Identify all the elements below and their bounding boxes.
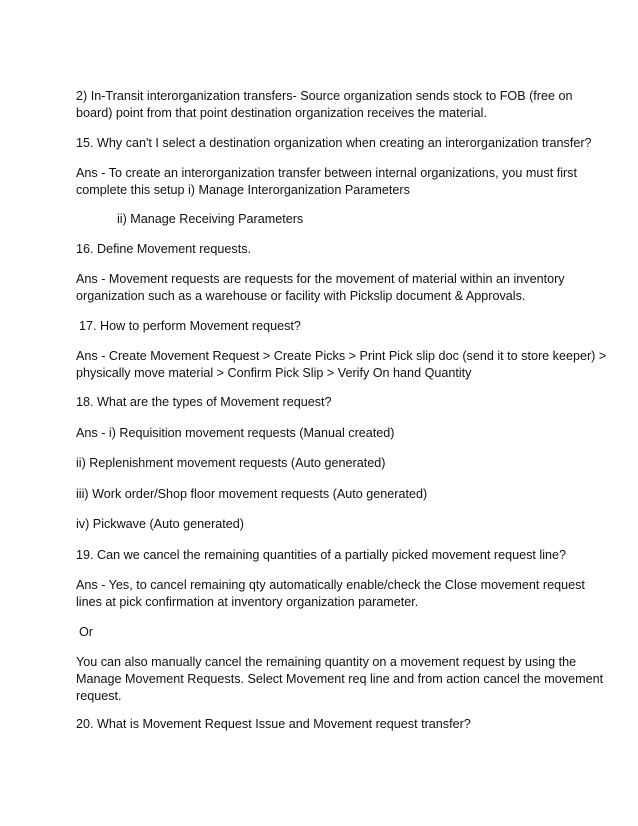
text-line: board) point from that point destination organization receives the material. [76, 106, 487, 120]
answer-19 [76, 577, 585, 611]
question-17 [79, 318, 569, 335]
answer-15-item-ii [117, 211, 607, 228]
text-line: ii) Replenishment movement requests (Auto generated) [76, 456, 386, 470]
answer-17 [76, 348, 607, 382]
answer-18-item-ii [76, 455, 566, 472]
text-line: physically move material > Confirm Pick Slip > Verify On hand Quantity [76, 366, 472, 380]
question-15 [76, 135, 592, 152]
answer-16 [76, 271, 566, 305]
answer-19-alternative [76, 654, 604, 705]
text-line: iv) Pickwave (Auto generated) [76, 517, 244, 531]
text-line: Ans - To create an interorganization transfer between internal organizations, you must first [76, 166, 577, 180]
text-line: ii) Manage Receiving Parameters [117, 212, 304, 226]
text-line: complete this setup i) Manage Interorganization Parameters [76, 183, 410, 197]
question-16 [76, 241, 566, 258]
text-line: Ans - Create Movement Request > Create Picks > Print Pick slip doc (send it to store keeper) > [76, 349, 607, 363]
answer-18-item-i [76, 425, 566, 442]
text-line: Ans - Movement requests are requests for the movement of material within an inventory [76, 272, 565, 286]
text-line: request. [76, 689, 122, 703]
text-line: 16. Define Movement requests. [76, 242, 252, 256]
text-line: Ans - Yes, to cancel remaining qty automatically enable/check the Close movement request [76, 578, 585, 592]
answer-19-or [79, 624, 569, 641]
text-line: organization such as a warehouse or facility with Pickslip document & Approvals. [76, 289, 526, 303]
answer-15 [76, 165, 577, 199]
text-line: lines at pick confirmation at inventory organization parameter. [76, 595, 419, 609]
text-line: 15. Why can't I select a destination organization when creating an interorganization transfer? [76, 136, 592, 150]
text-line: Manage Movement Requests. Select Movement req line and from action cancel the movement [76, 672, 604, 686]
text-line: 18. What are the types of Movement request? [76, 395, 332, 409]
text-line: iii) Work order/Shop floor movement requests (Auto generated) [76, 487, 428, 501]
answer-18-item-iii [76, 486, 566, 503]
paragraph-in-transit [76, 88, 573, 122]
text-line: Ans - i) Requisition movement requests (Manual created) [76, 426, 395, 440]
question-20 [76, 716, 566, 733]
text-line: 17. How to perform Movement request? [79, 319, 301, 333]
question-18 [76, 394, 566, 411]
text-line: 20. What is Movement Request Issue and Movement request transfer? [76, 717, 471, 731]
text-line: 19. Can we cancel the remaining quantities of a partially picked movement request line? [76, 548, 567, 562]
question-19 [76, 547, 566, 564]
text-line: You can also manually cancel the remaining quantity on a movement request by using the [76, 655, 577, 669]
text-line: 2) In-Transit interorganization transfers- Source organization sends stock to FOB (free on [76, 89, 573, 103]
answer-18-item-iv [76, 516, 566, 533]
text-line: Or [79, 625, 93, 639]
